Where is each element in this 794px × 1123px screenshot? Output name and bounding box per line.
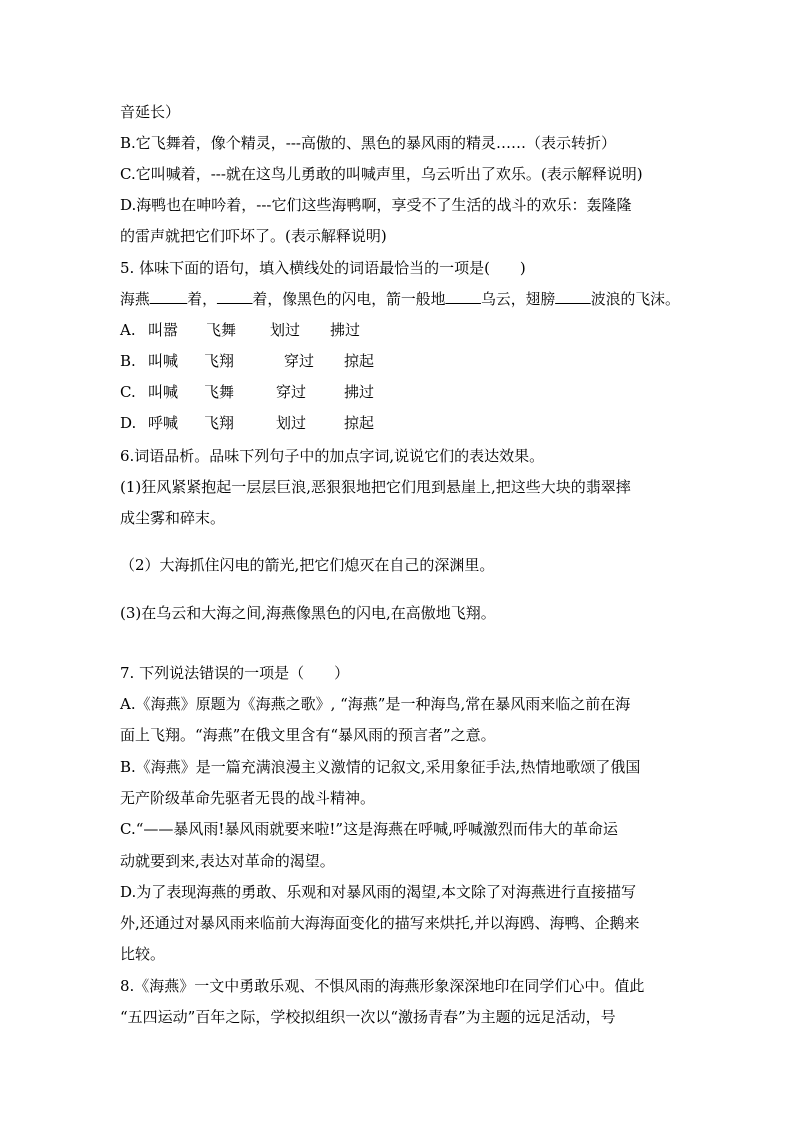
q8-line-1: 8.《海燕》一文中勇敢乐观、不惧风雨的海燕形象深深地印在同学们心中。值此 — [120, 977, 645, 995]
option-word: 叫喊 — [148, 383, 179, 401]
q5-sentence-part: 海燕 — [120, 290, 150, 308]
option-word: 飞翔 — [204, 414, 235, 432]
q4-option-a-continuation: 音延长） — [120, 103, 181, 121]
q5-option-b — [120, 351, 680, 371]
q7-option-d-line-1: D.为了表现海燕的勇敢、乐观和对暴风雨的渴望,本文除了对海燕进行直接描写 — [120, 883, 637, 901]
q5-blank — [150, 289, 188, 304]
option-label: A. — [120, 321, 136, 339]
option-label: D. — [120, 414, 137, 432]
q7-option-d-line-3: 比较。 — [120, 945, 166, 963]
q7-option-b-line-2: 无产阶级革命先驱者无畏的战斗精神。 — [120, 789, 376, 807]
q5-blank — [555, 289, 591, 304]
q4-option-d-line-1: D.海鸭也在呻吟着，---它们这些海鸭啊，享受不了生活的战斗的欢乐：轰隆隆 — [120, 196, 632, 214]
option-word: 叫喊 — [148, 352, 179, 370]
q7-option-d-line-2: 外,还通过对暴风雨来临前大海海面变化的描写来烘托,并以海鸥、海鸭、企鹅来 — [120, 914, 640, 932]
option-word: 飞翔 — [204, 352, 235, 370]
q5-sentence — [120, 289, 680, 309]
q5-sentence-part: 波浪的飞沫。 — [590, 290, 680, 308]
q7-option-c-line-1: C.“——暴风雨!暴风雨就要来啦!”这是海燕在呼喊,呼喊激烈而伟大的革命运 — [120, 820, 618, 838]
option-word: 飞舞 — [204, 383, 235, 401]
option-word: 掠起 — [344, 414, 375, 432]
q4-option-c: C.它叫喊着，---就在这鸟儿勇敢的叫喊声里，乌云听出了欢乐。(表示解释说明) — [120, 165, 643, 183]
q5-blank — [217, 289, 253, 304]
q5-sentence-part: 着，像黑色的闪电，箭一般地 — [252, 290, 446, 308]
q5-option-d — [120, 413, 680, 433]
q6-sentence-2: （2）大海抓住闪电的箭光,把它们熄灭在自己的深渊里。 — [120, 556, 495, 574]
q8-line-2: “五四运动”百年之际，学校拟组织一次以“激扬青春”为主题的远足活动，号 — [120, 1008, 616, 1026]
q6-stem: 6.词语品析。品味下列句子中的加点字词,说说它们的表达效果。 — [120, 447, 545, 465]
q4-option-d-line-2: 的雷声就把它们吓坏了。(表示解释说明) — [120, 227, 387, 245]
q6-sentence-1-line-1: (1)狂风紧紧抱起一层层巨浪,恶狠狠地把它们甩到悬崖上,把这些大块的翡翠摔 — [120, 478, 631, 496]
q7-option-a-line-1: A.《海燕》原题为《海燕之歌》, “海燕”是一种海鸟,常在暴风雨来临之前在海 — [120, 695, 631, 713]
option-label: B. — [120, 352, 136, 370]
option-word: 划过 — [276, 414, 307, 432]
q5-blank — [445, 289, 481, 304]
option-word: 拂过 — [330, 321, 361, 339]
q5-option-c — [120, 382, 680, 402]
q6-sentence-3: (3)在乌云和大海之间,海燕像黑色的闪电,在高傲地飞翔。 — [120, 604, 496, 622]
option-word: 飞舞 — [206, 321, 237, 339]
q5-sentence-part: 着， — [187, 290, 217, 308]
q6-sentence-1-line-2: 成尘雾和碎末。 — [120, 509, 226, 527]
option-word: 划过 — [270, 321, 301, 339]
q5-option-a — [120, 320, 680, 340]
q7-option-c-line-2: 动就要到来,表达对革命的渴望。 — [120, 852, 335, 870]
q7-option-b-line-1: B.《海燕》是一篇充满浪漫主义激情的记叙文,采用象征手法,热情地歌颂了俄国 — [120, 758, 641, 776]
option-word: 掠起 — [344, 352, 375, 370]
q5-stem: 5. 体味下面的语句，填入横线处的词语最恰当的一项是( ) — [120, 259, 526, 277]
q5-sentence-part: 乌云，翅膀 — [481, 290, 556, 308]
option-word: 穿过 — [276, 383, 307, 401]
option-word: 叫嚣 — [148, 321, 179, 339]
option-word: 拂过 — [344, 383, 375, 401]
option-word: 穿过 — [284, 352, 315, 370]
q4-option-b: B.它飞舞着，像个精灵，---高傲的、黑色的暴风雨的精灵……（表示转折） — [120, 134, 616, 152]
option-label: C. — [120, 383, 136, 401]
q7-option-a-line-2: 面上飞翔。“海燕”在俄文里含有“暴风雨的预言者”之意。 — [120, 726, 496, 744]
q7-stem: 7. 下列说法错误的一项是（ ） — [120, 664, 350, 682]
option-word: 呼喊 — [148, 414, 179, 432]
